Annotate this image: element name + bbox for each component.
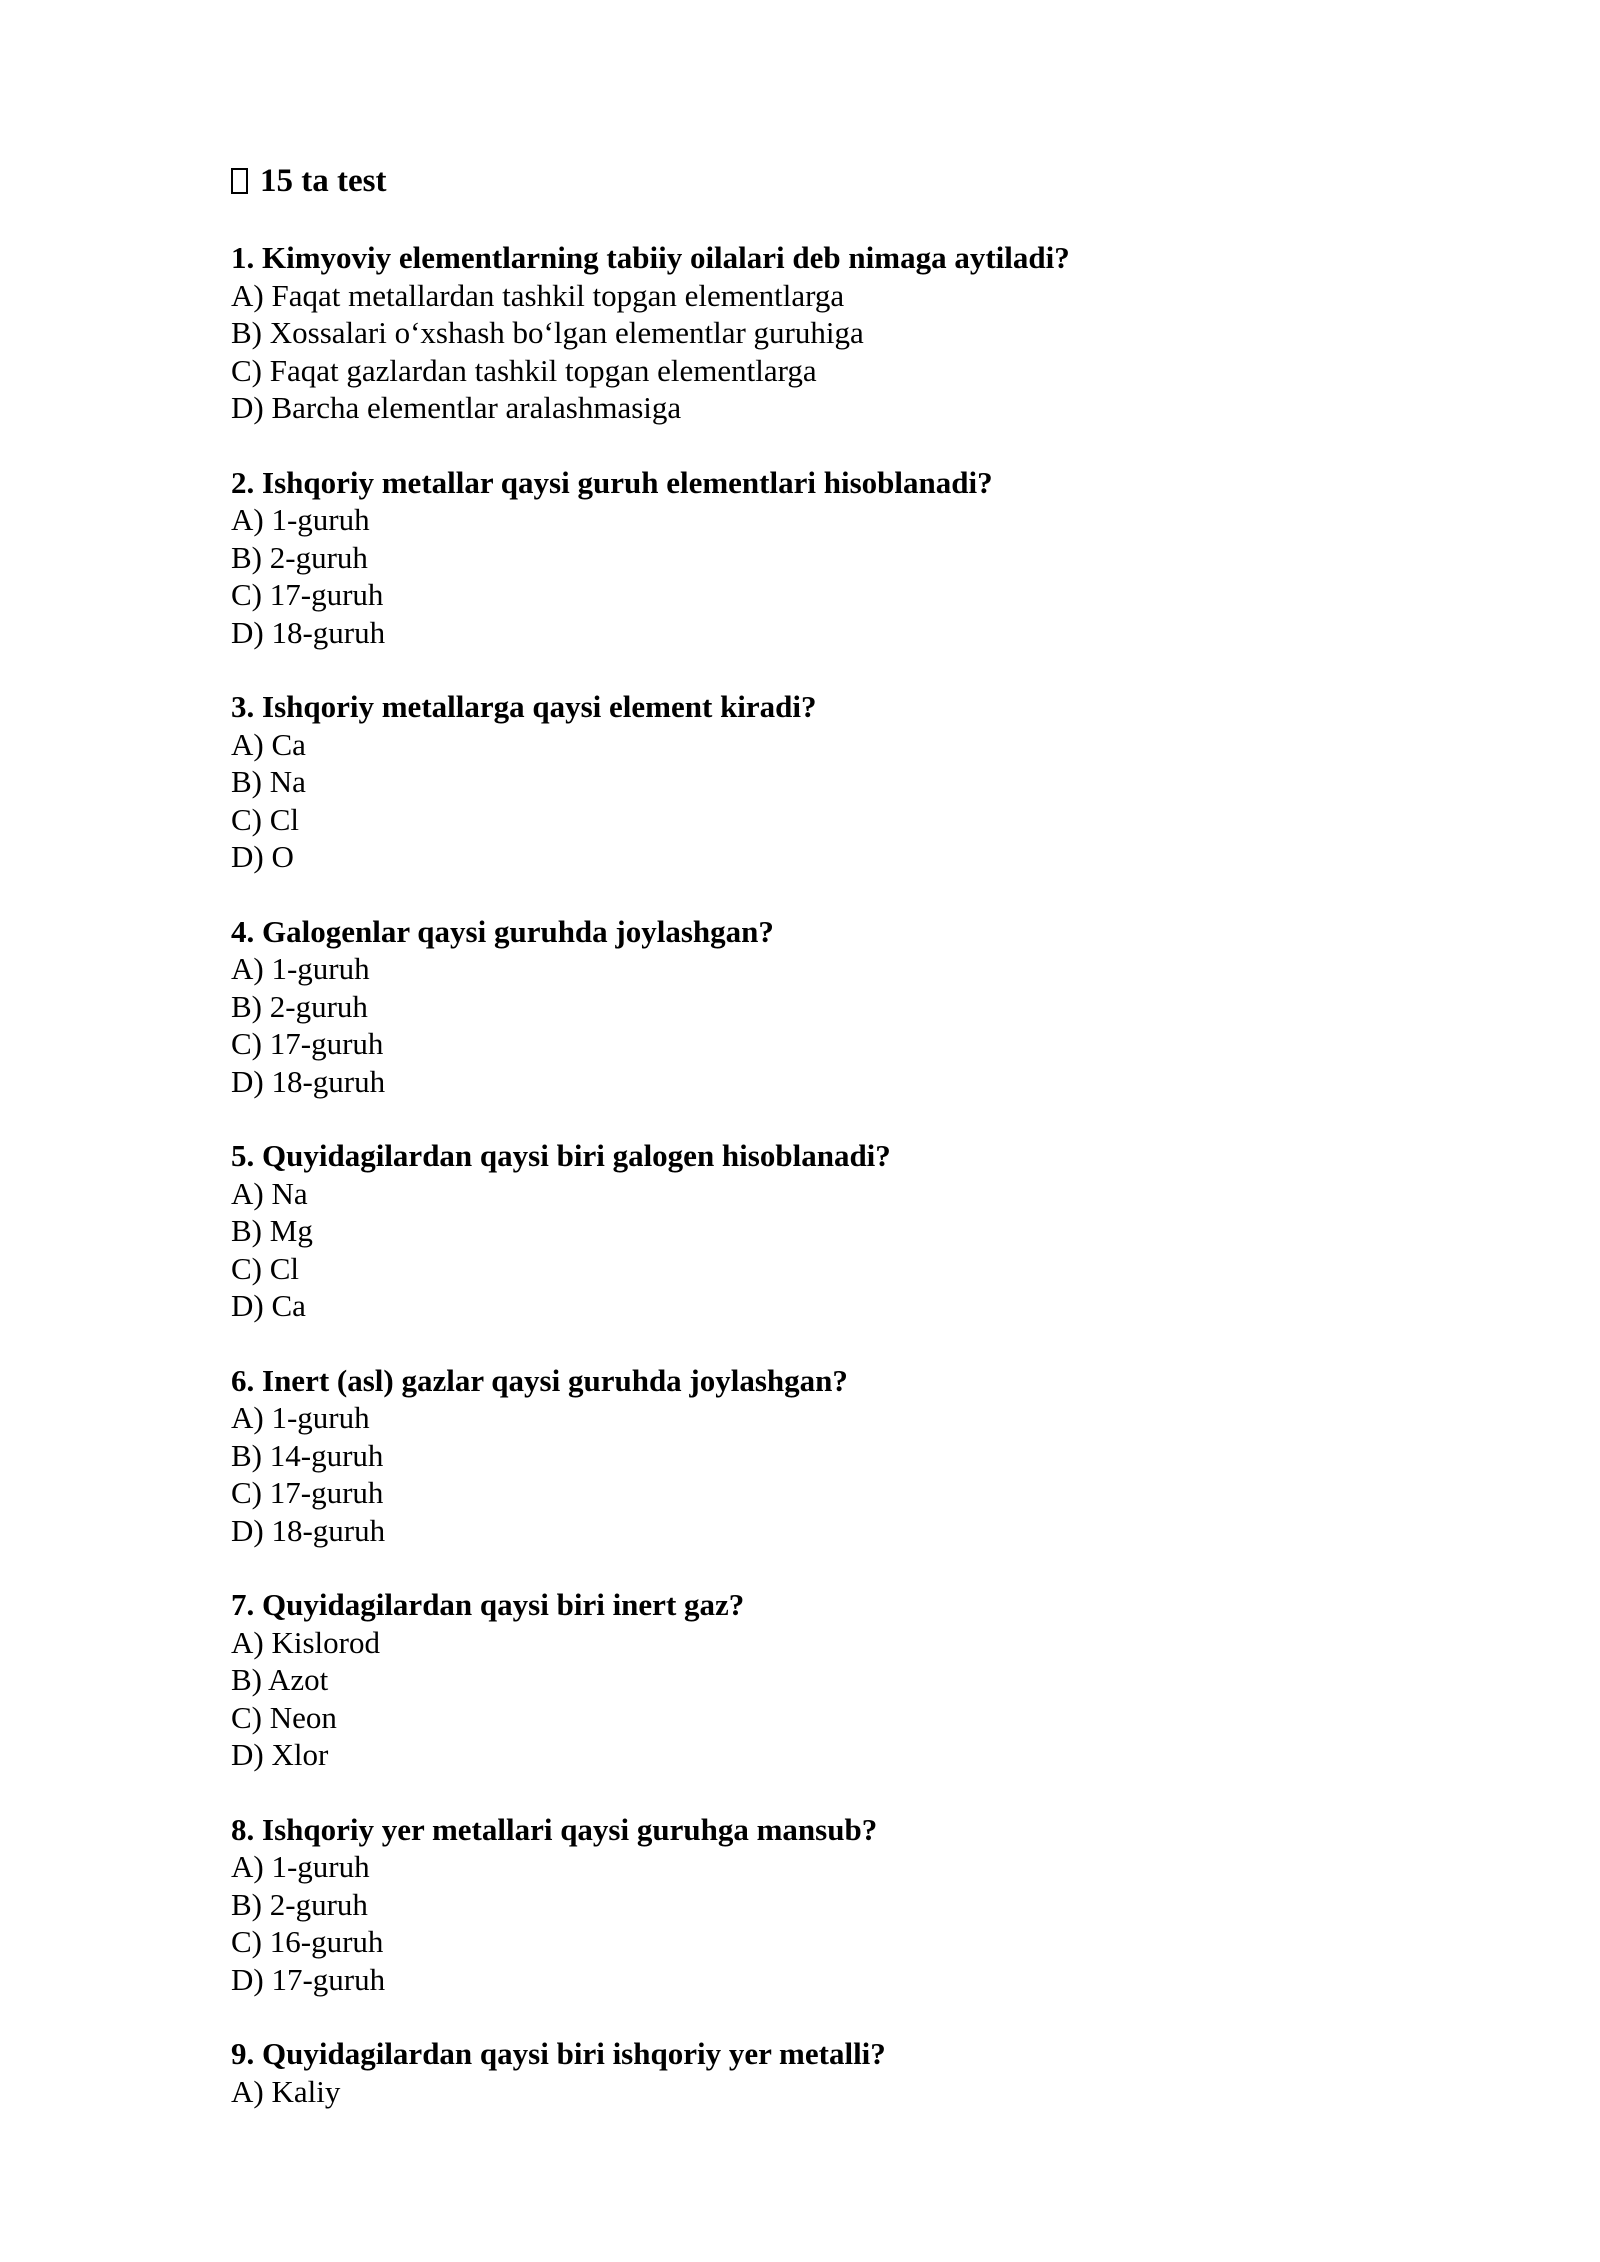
answer-option: A) Kaliy: [231, 2073, 341, 2109]
answer-option: C) Neon: [231, 1699, 337, 1735]
question-text: 3. Ishqoriy metallarga qaysi element kiradi?: [231, 689, 817, 724]
question-block: [231, 688, 1431, 876]
answer-option: D) Ca: [231, 1288, 306, 1323]
answer-option: C) Faqat gazlardan tashkil topgan elementlarga: [231, 352, 817, 388]
question-text: 2. Ishqoriy metallar qaysi guruh elementlari hisoblanadi?: [231, 464, 993, 500]
question-block: [231, 1586, 1431, 1774]
answer-option: A) Na: [231, 1175, 308, 1211]
answer-option: C) 17-guruh: [231, 1026, 384, 1061]
answer-option: A) Faqat metallardan tashkil topgan elementlarga: [231, 277, 845, 313]
question-block: [231, 464, 1431, 652]
question-text: 1. Kimyoviy elementlarning tabiiy oilalari deb nimaga aytiladi?: [231, 240, 1070, 275]
answer-option: A) 1-guruh: [231, 951, 370, 986]
answer-option: B) 2-guruh: [231, 1886, 368, 1922]
question-text: 4. Galogenlar qaysi guruhda joylashgan?: [231, 913, 774, 949]
answer-option: B) 2-guruh: [231, 539, 368, 575]
question-text: 6. Inert (asl) gazlar qaysi guruhda joylashgan?: [231, 1362, 848, 1398]
answer-option: C) 17-guruh: [231, 577, 384, 612]
question-list: [231, 239, 1431, 2110]
answer-option: A) 1-guruh: [231, 1849, 370, 1884]
answer-option: D) Xlor: [231, 1737, 329, 1772]
answer-option: C) 16-guruh: [231, 1924, 384, 1959]
question-block: [231, 1362, 1431, 1550]
missing-glyph-icon: [231, 168, 248, 194]
question-text: 7. Quyidagilardan qaysi biri inert gaz?: [231, 1587, 745, 1622]
answer-option: A) 1-guruh: [231, 1400, 370, 1435]
answer-options: [231, 1848, 1431, 1998]
answer-options: [231, 950, 1431, 1100]
answer-option: B) 2-guruh: [231, 988, 368, 1024]
answer-option: A) Ca: [231, 726, 306, 762]
document-title-text: 15 ta test: [260, 163, 387, 199]
answer-option: C) Cl: [231, 1250, 300, 1286]
answer-option: D) 18-guruh: [231, 614, 386, 650]
answer-option: A) 1-guruh: [231, 502, 370, 537]
answer-options: [231, 2073, 1431, 2111]
answer-option: D) O: [231, 839, 294, 874]
question-block: [231, 913, 1431, 1101]
answer-options: [231, 1175, 1431, 1325]
question-text: 5. Quyidagilardan qaysi biri galogen hisoblanadi?: [231, 1138, 891, 1173]
question-text: 8. Ishqoriy yer metallari qaysi guruhga mansub?: [231, 1811, 878, 1847]
answer-option: D) 18-guruh: [231, 1063, 386, 1099]
answer-option: B) Mg: [231, 1213, 313, 1248]
answer-option: D) 18-guruh: [231, 1512, 386, 1548]
answer-options: [231, 501, 1431, 651]
answer-option: A) Kislorod: [231, 1624, 380, 1660]
question-block: [231, 239, 1431, 427]
answer-options: [231, 1624, 1431, 1774]
answer-option: B) Azot: [231, 1662, 329, 1697]
answer-options: [231, 1399, 1431, 1549]
answer-option: B) Xossalari o‘xshash bo‘lgan elementlar guruhiga: [231, 315, 864, 350]
question-block: [231, 1811, 1431, 1999]
answer-option: B) Na: [231, 764, 306, 799]
answer-option: D) Barcha elementlar aralashmasiga: [231, 390, 682, 425]
answer-option: C) 17-guruh: [231, 1475, 384, 1510]
document-content: [231, 160, 1431, 2147]
question-block: [231, 2035, 1431, 2110]
document-title: [231, 160, 1431, 202]
question-block: [231, 1137, 1431, 1325]
answer-options: [231, 277, 1431, 427]
question-text: 9. Quyidagilardan qaysi biri ishqoriy yer metalli?: [231, 2036, 886, 2071]
answer-options: [231, 726, 1431, 876]
answer-option: B) 14-guruh: [231, 1437, 384, 1473]
answer-option: D) 17-guruh: [231, 1961, 386, 1997]
answer-option: C) Cl: [231, 801, 300, 837]
